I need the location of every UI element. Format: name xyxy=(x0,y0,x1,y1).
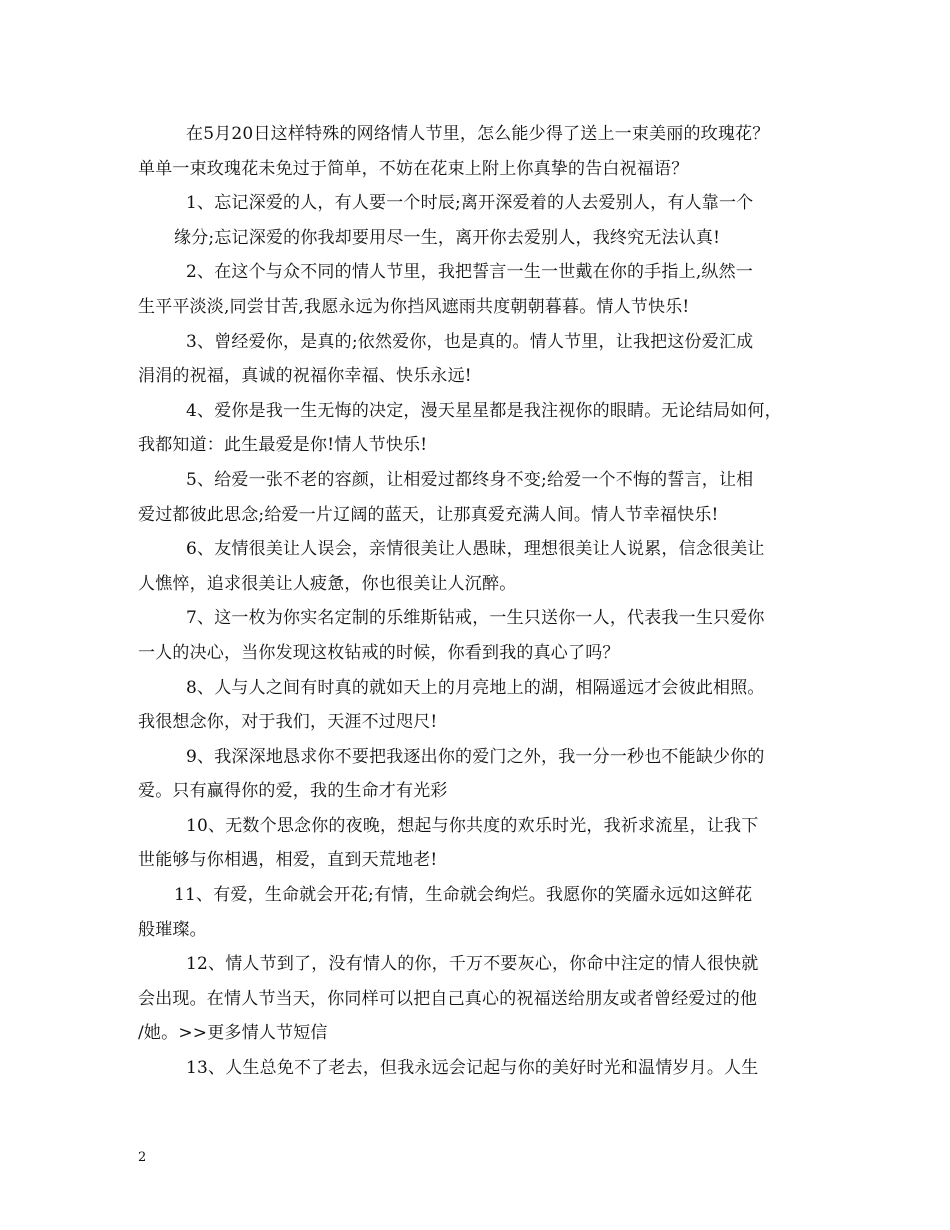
text-line: 8、人与人之间有时真的就如天上的月亮地上的湖，相隔遥远才会彼此相照。 xyxy=(186,677,765,698)
text-line: 会出现。在情人节当天，你同样可以把自己真心的祝福送给朋友或者曾经爱过的他 xyxy=(138,988,758,1009)
text-line: 11、有爱，生命就会开花;有情，生命就会绚烂。我愿你的笑靥永远如这鲜花 xyxy=(174,885,753,906)
text-line: 爱过都彼此思念;给爱一片辽阔的蓝天，让那真爱充满人间。情人节幸福快乐! xyxy=(138,504,719,525)
text-line: 世能够与你相遇，相爱，直到天荒地老! xyxy=(138,850,438,871)
text-line: /她。>>更多情人节短信 xyxy=(138,1023,328,1044)
text-line: 人憔悴，追求很美让人疲惫，你也很美让人沉醉。 xyxy=(138,573,517,594)
text-line: 6、友情很美让人误会，亲情很美让人愚昧，理想很美让人说累，信念很美让 xyxy=(186,539,765,560)
text-line: 生平平淡淡,同尝甘苦,我愿永远为你挡风遮雨共度朝朝暮暮。情人节快乐! xyxy=(138,296,690,317)
text-line: 9、我深深地恳求你不要把我逐出你的爱门之外，我一分一秒也不能缺少你的 xyxy=(186,746,765,767)
text-line: 在5月20日这样特殊的网络情人节里，怎么能少得了送上一束美丽的玫瑰花？ xyxy=(186,124,770,144)
text-line: 7、这一枚为你实名定制的乐维斯钻戒，一生只送你一人，代表我一生只爱你 xyxy=(186,608,765,629)
text-line: 13、人生总免不了老去，但我永远会记起与你的美好时光和温情岁月。人生 xyxy=(186,1058,759,1079)
text-line: 10、无数个思念你的夜晚，想起与你共度的欢乐时光，我祈求流星，让我下 xyxy=(186,815,759,836)
text-line: 我很想念你，对于我们，天涯不过咫尺! xyxy=(138,712,438,733)
text-line: 5、给爱一张不老的容颜，让相爱过都终身不变;给爱一个不悔的誓言，让相 xyxy=(186,469,754,490)
text-line: 一人的决心，当你发现这枚钻戒的时候，你看到我的真心了吗？ xyxy=(138,642,620,663)
text-line: 2、在这个与众不同的情人节里，我把誓言一生一世戴在你的手指上,纵然一 xyxy=(186,262,754,283)
text-line: 1、忘记深爱的人，有人要一个时辰;离开深爱着的人去爱别人，有人靠一个 xyxy=(186,193,754,214)
body-text xyxy=(138,117,814,1086)
text-line: 4、爱你是我一生无悔的决定，漫天星星都是我注视你的眼睛。无论结局如何， xyxy=(186,400,782,421)
text-line: 3、曾经爱你，是真的;依然爱你，也是真的。情人节里，让我把这份爱汇成 xyxy=(186,331,754,352)
text-line: 单单一束玫瑰花未免过于简单，不妨在花束上附上你真挚的告白祝福语？ xyxy=(138,158,689,179)
page-number: 2 xyxy=(138,1150,147,1165)
text-line: 涓涓的祝福，真诚的祝福你幸福、快乐永远! xyxy=(138,366,472,387)
text-line: 12、情人节到了，没有情人的你，千万不要灰心，你命中注定的情人很快就 xyxy=(186,954,759,975)
text-line: 爱。只有赢得你的爱，我的生命才有光彩 xyxy=(138,781,448,802)
text-line: 般璀璨。 xyxy=(138,919,207,940)
text-line: 我都知道：此生最爱是你!情人节快乐! xyxy=(138,435,428,456)
text-line: 缘分;忘记深爱的你我却要用尽一生，离开你去爱别人，我终究无法认真! xyxy=(174,227,721,248)
